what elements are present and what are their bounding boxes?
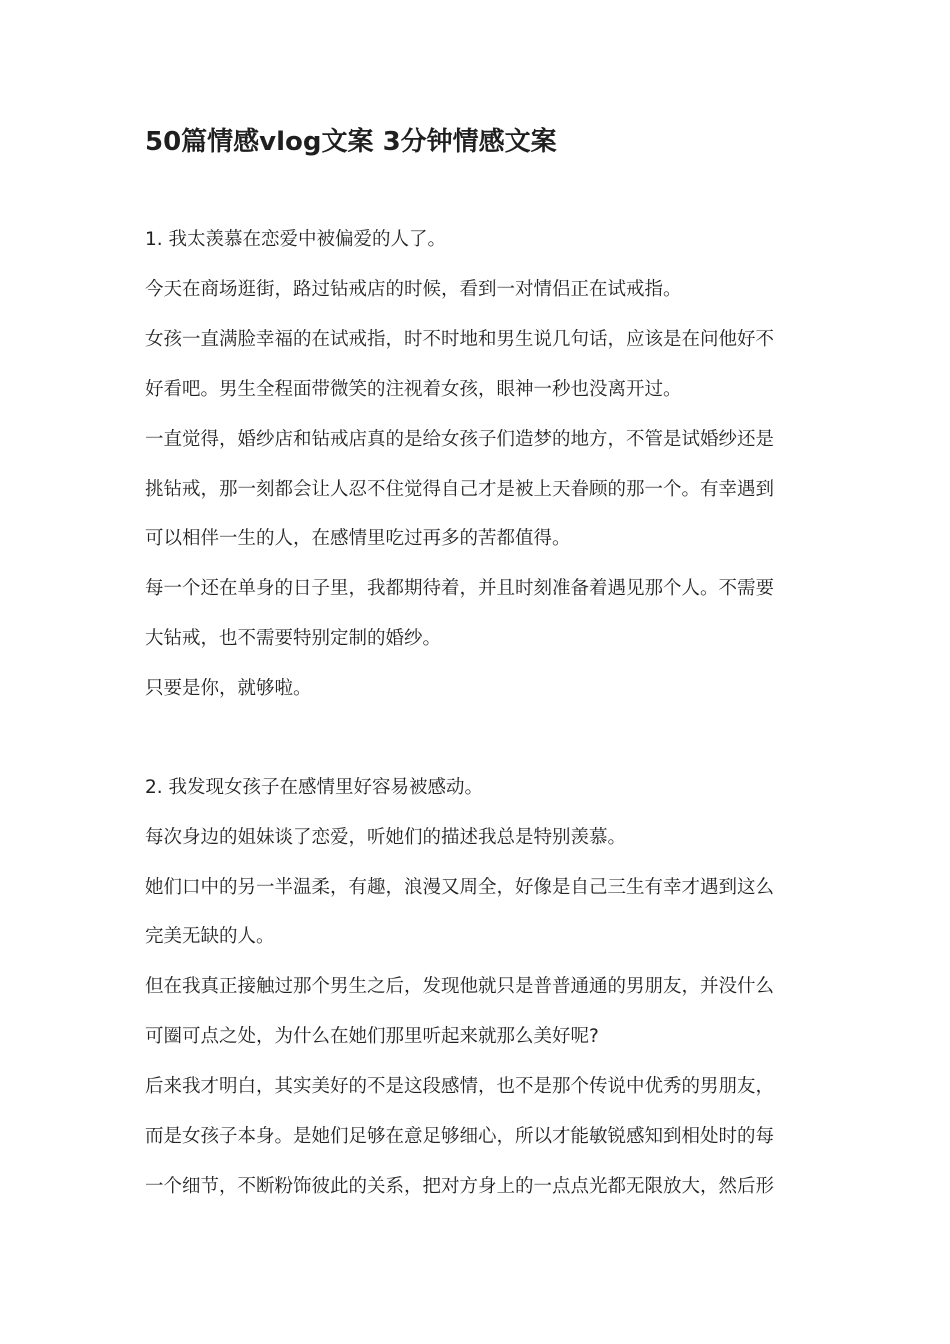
section-2-heading: 2. 我发现女孩子在感情里好容易被感动。 xyxy=(145,777,484,798)
paragraph-line: 但在我真正接触过那个男生之后，发现他就只是普普通通的男朋友，并没什么 xyxy=(145,976,775,997)
page-title: 50篇情感vlog文案 3分钟情感文案 xyxy=(145,127,557,157)
paragraph-line: 女孩一直满脸幸福的在试戒指，时不时地和男生说几句话，应该是在问他好不 xyxy=(145,329,775,350)
paragraph-line: 挑钻戒，那一刻都会让人忍不住觉得自己才是被上天眷顾的那一个。有幸遇到 xyxy=(145,479,775,500)
paragraph-line: 只要是你，就够啦。 xyxy=(145,678,312,699)
paragraph-line: 一个细节，不断粉饰彼此的关系，把对方身上的一点点光都无限放大，然后形 xyxy=(145,1176,775,1197)
paragraph-line: 一直觉得，婚纱店和钻戒店真的是给女孩子们造梦的地方，不管是试婚纱还是 xyxy=(145,429,775,450)
paragraph-line: 可以相伴一生的人，在感情里吃过再多的苦都值得。 xyxy=(145,528,571,549)
section-1-heading: 1. 我太羡慕在恋爱中被偏爱的人了。 xyxy=(145,229,447,250)
paragraph-line: 好看吧。男生全程面带微笑的注视着女孩，眼神一秒也没离开过。 xyxy=(145,379,682,400)
paragraph-line: 而是女孩子本身。是她们足够在意足够细心，所以才能敏锐感知到相处时的每 xyxy=(145,1126,775,1147)
paragraph-line: 每一个还在单身的日子里，我都期待着，并且时刻准备着遇见那个人。不需要 xyxy=(145,578,775,599)
paragraph-line: 她们口中的另一半温柔，有趣，浪漫又周全，好像是自己三生有幸才遇到这么 xyxy=(145,877,775,898)
paragraph-line: 后来我才明白，其实美好的不是这段感情，也不是那个传说中优秀的男朋友， xyxy=(145,1076,775,1097)
paragraph-line: 大钻戒，也不需要特别定制的婚纱。 xyxy=(145,628,442,649)
paragraph-line: 完美无缺的人。 xyxy=(145,926,275,947)
paragraph-line: 每次身边的姐妹谈了恋爱，听她们的描述我总是特别羡慕。 xyxy=(145,827,627,848)
paragraph-line: 可圈可点之处，为什么在她们那里听起来就那么美好呢? xyxy=(145,1026,599,1047)
paragraph-line: 今天在商场逛街，路过钻戒店的时候，看到一对情侣正在试戒指。 xyxy=(145,279,682,300)
